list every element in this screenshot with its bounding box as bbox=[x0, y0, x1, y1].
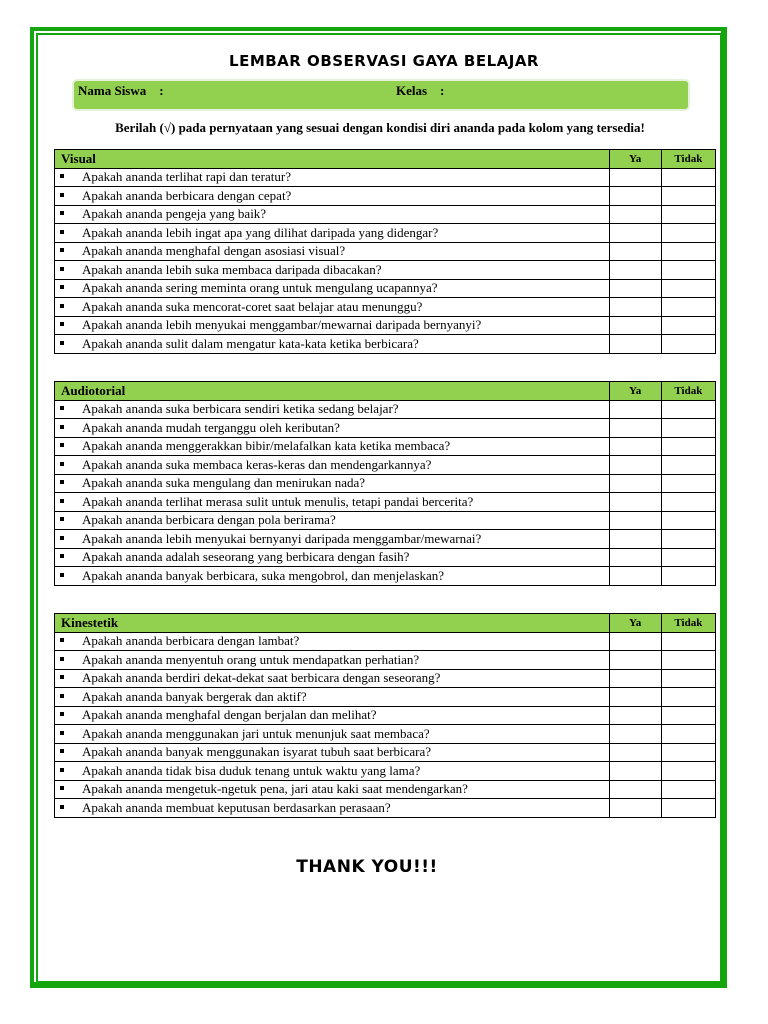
table-row bbox=[55, 279, 716, 298]
yes-checkbox-cell[interactable] bbox=[609, 279, 661, 298]
bullet-icon bbox=[60, 652, 68, 657]
question-cell bbox=[55, 168, 610, 187]
yes-checkbox-cell[interactable] bbox=[609, 168, 661, 187]
table-row bbox=[55, 205, 716, 224]
question-cell bbox=[55, 437, 610, 456]
no-checkbox-cell[interactable] bbox=[661, 242, 715, 261]
table-row bbox=[55, 669, 716, 688]
no-checkbox-cell[interactable] bbox=[661, 456, 715, 475]
no-checkbox-cell[interactable] bbox=[661, 224, 715, 243]
bullet-icon bbox=[60, 336, 68, 341]
question-text: Apakah ananda berbicara dengan pola berirama? bbox=[82, 512, 336, 528]
yes-checkbox-cell[interactable] bbox=[609, 205, 661, 224]
question-cell bbox=[55, 651, 610, 670]
bullet-icon bbox=[60, 188, 68, 193]
table-row bbox=[55, 168, 716, 187]
no-checkbox-cell[interactable] bbox=[661, 669, 715, 688]
table-row bbox=[55, 437, 716, 456]
question-text: Apakah ananda menyentuh orang untuk mendapatkan perhatian? bbox=[82, 651, 420, 667]
bullet-icon bbox=[60, 317, 68, 322]
no-checkbox-cell[interactable] bbox=[661, 279, 715, 298]
no-checkbox-cell[interactable] bbox=[661, 474, 715, 493]
question-cell bbox=[55, 493, 610, 512]
bullet-icon bbox=[60, 299, 68, 304]
question-cell bbox=[55, 205, 610, 224]
no-checkbox-cell[interactable] bbox=[661, 316, 715, 335]
table-row bbox=[55, 511, 716, 530]
yes-checkbox-cell[interactable] bbox=[609, 474, 661, 493]
no-checkbox-cell[interactable] bbox=[661, 400, 715, 419]
table-row bbox=[55, 187, 716, 206]
yes-checkbox-cell[interactable] bbox=[609, 419, 661, 438]
table-row bbox=[55, 725, 716, 744]
no-checkbox-cell[interactable] bbox=[661, 335, 715, 354]
section-title: Audiotorial bbox=[55, 382, 610, 401]
yes-checkbox-cell[interactable] bbox=[609, 706, 661, 725]
class-label: Kelas : bbox=[396, 83, 445, 98]
question-text: Apakah ananda berbicara dengan cepat? bbox=[82, 187, 292, 203]
bullet-icon bbox=[60, 549, 68, 554]
question-cell bbox=[55, 780, 610, 799]
bullet-icon bbox=[60, 744, 68, 749]
question-cell bbox=[55, 567, 610, 586]
question-text: Apakah ananda sering meminta orang untuk mengulang ucapannya? bbox=[82, 280, 438, 296]
bullet-icon bbox=[60, 689, 68, 694]
question-text: Apakah ananda berbicara dengan lambat? bbox=[82, 633, 300, 649]
question-text: Apakah ananda banyak menggunakan isyarat tubuh saat berbicara? bbox=[82, 744, 432, 760]
yes-checkbox-cell[interactable] bbox=[609, 224, 661, 243]
yes-checkbox-cell[interactable] bbox=[609, 261, 661, 280]
table-row bbox=[55, 242, 716, 261]
question-text: Apakah ananda menggunakan jari untuk menunjuk saat membaca? bbox=[82, 725, 430, 741]
table-row bbox=[55, 530, 716, 549]
question-text: Apakah ananda sulit dalam mengatur kata-kata ketika berbicara? bbox=[82, 335, 419, 351]
yes-checkbox-cell[interactable] bbox=[609, 242, 661, 261]
question-cell bbox=[55, 419, 610, 438]
bullet-icon bbox=[60, 420, 68, 425]
bullet-icon bbox=[60, 763, 68, 768]
bullet-icon bbox=[60, 633, 68, 638]
question-text: Apakah ananda suka berbicara sendiri ketika sedang belajar? bbox=[82, 401, 399, 417]
question-text: Apakah ananda menggerakkan bibir/melafalkan kata ketika membaca? bbox=[82, 438, 451, 454]
table-row bbox=[55, 632, 716, 651]
column-no-header: Tidak bbox=[661, 150, 715, 169]
question-cell bbox=[55, 762, 610, 781]
table-row bbox=[55, 743, 716, 762]
yes-checkbox-cell[interactable] bbox=[609, 688, 661, 707]
question-cell bbox=[55, 799, 610, 818]
yes-checkbox-cell[interactable] bbox=[609, 493, 661, 512]
question-cell bbox=[55, 279, 610, 298]
question-cell bbox=[55, 706, 610, 725]
question-text: Apakah ananda membuat keputusan berdasarkan perasaan? bbox=[82, 799, 391, 815]
bullet-icon bbox=[60, 800, 68, 805]
question-cell bbox=[55, 474, 610, 493]
no-checkbox-cell[interactable] bbox=[661, 205, 715, 224]
table-row bbox=[55, 493, 716, 512]
table-row bbox=[55, 419, 716, 438]
question-cell bbox=[55, 261, 610, 280]
question-cell bbox=[55, 335, 610, 354]
section-header-row bbox=[55, 150, 716, 169]
question-text: Apakah ananda lebih menyukai bernyanyi daripada menggambar/mewarnai? bbox=[82, 530, 482, 546]
column-no-header: Tidak bbox=[661, 614, 715, 633]
question-cell bbox=[55, 688, 610, 707]
question-cell bbox=[55, 669, 610, 688]
student-name-label: Nama Siswa : bbox=[78, 83, 164, 98]
bullet-icon bbox=[60, 243, 68, 248]
question-cell bbox=[55, 242, 610, 261]
section-header-row bbox=[55, 614, 716, 633]
bullet-icon bbox=[60, 512, 68, 517]
table-row bbox=[55, 456, 716, 475]
bullet-icon bbox=[60, 475, 68, 480]
table-row bbox=[55, 762, 716, 781]
yes-checkbox-cell[interactable] bbox=[609, 567, 661, 586]
no-checkbox-cell[interactable] bbox=[661, 437, 715, 456]
yes-checkbox-cell[interactable] bbox=[609, 743, 661, 762]
no-checkbox-cell[interactable] bbox=[661, 493, 715, 512]
table-row bbox=[55, 780, 716, 799]
section-title: Kinestetik bbox=[55, 614, 610, 633]
table-row bbox=[55, 474, 716, 493]
table-row bbox=[55, 706, 716, 725]
bullet-icon bbox=[60, 707, 68, 712]
yes-checkbox-cell[interactable] bbox=[609, 437, 661, 456]
page-title: LEMBAR OBSERVASI GAYA BELAJAR bbox=[229, 52, 539, 70]
no-checkbox-cell[interactable] bbox=[661, 725, 715, 744]
question-text: Apakah ananda lebih menyukai menggambar/mewarnai daripada bernyanyi? bbox=[82, 317, 482, 333]
closing-text: THANK YOU!!! bbox=[296, 857, 438, 877]
question-text: Apakah ananda banyak berbicara, suka mengobrol, dan menjelaskan? bbox=[82, 567, 445, 583]
yes-checkbox-cell[interactable] bbox=[609, 187, 661, 206]
table-row bbox=[55, 335, 716, 354]
table-row bbox=[55, 651, 716, 670]
no-checkbox-cell[interactable] bbox=[661, 632, 715, 651]
yes-checkbox-cell[interactable] bbox=[609, 316, 661, 335]
table-row bbox=[55, 400, 716, 419]
no-checkbox-cell[interactable] bbox=[661, 706, 715, 725]
no-checkbox-cell[interactable] bbox=[661, 743, 715, 762]
question-text: Apakah ananda banyak bergerak dan aktif? bbox=[82, 688, 307, 704]
question-text: Apakah ananda lebih suka membaca daripada dibacakan? bbox=[82, 261, 382, 277]
bullet-icon bbox=[60, 726, 68, 731]
question-cell bbox=[55, 456, 610, 475]
no-checkbox-cell[interactable] bbox=[661, 187, 715, 206]
question-text: Apakah ananda suka mengulang dan menirukan nada? bbox=[82, 475, 366, 491]
question-text: Apakah ananda mengetuk-ngetuk pena, jari atau kaki saat mendengarkan? bbox=[82, 781, 468, 797]
question-cell bbox=[55, 298, 610, 317]
question-text: Apakah ananda terlihat rapi dan teratur? bbox=[82, 169, 291, 185]
question-cell bbox=[55, 548, 610, 567]
question-text: Apakah ananda lebih ingat apa yang dilihat daripada yang didengar? bbox=[82, 224, 439, 240]
bullet-icon bbox=[60, 169, 68, 174]
question-text: Apakah ananda menghafal dengan asosiasi visual? bbox=[82, 243, 346, 259]
table-row bbox=[55, 261, 716, 280]
question-text: Apakah ananda pengeja yang baik? bbox=[82, 206, 267, 222]
yes-checkbox-cell[interactable] bbox=[609, 762, 661, 781]
table-row bbox=[55, 298, 716, 317]
question-text: Apakah ananda tidak bisa duduk tenang untuk waktu yang lama? bbox=[82, 762, 421, 778]
yes-checkbox-cell[interactable] bbox=[609, 298, 661, 317]
yes-checkbox-cell[interactable] bbox=[609, 632, 661, 651]
question-text: Apakah ananda adalah seseorang yang berbicara dengan fasih? bbox=[82, 549, 410, 565]
table-row bbox=[55, 316, 716, 335]
bullet-icon bbox=[60, 438, 68, 443]
bullet-icon bbox=[60, 670, 68, 675]
question-text: Apakah ananda mudah terganggu oleh keributan? bbox=[82, 419, 340, 435]
table-row bbox=[55, 567, 716, 586]
column-no-header: Tidak bbox=[661, 382, 715, 401]
no-checkbox-cell[interactable] bbox=[661, 419, 715, 438]
question-cell bbox=[55, 530, 610, 549]
question-cell bbox=[55, 632, 610, 651]
yes-checkbox-cell[interactable] bbox=[609, 799, 661, 818]
no-checkbox-cell[interactable] bbox=[661, 688, 715, 707]
yes-checkbox-cell[interactable] bbox=[609, 780, 661, 799]
no-checkbox-cell[interactable] bbox=[661, 261, 715, 280]
section-title: Visual bbox=[55, 150, 610, 169]
table-row bbox=[55, 688, 716, 707]
question-text: Apakah ananda suka mencorat-coret saat belajar atau menunggu? bbox=[82, 298, 423, 314]
section-header-row bbox=[55, 382, 716, 401]
no-checkbox-cell[interactable] bbox=[661, 762, 715, 781]
yes-checkbox-cell[interactable] bbox=[609, 335, 661, 354]
bullet-icon bbox=[60, 225, 68, 230]
section-table-kinestetik bbox=[54, 613, 716, 818]
yes-checkbox-cell[interactable] bbox=[609, 456, 661, 475]
instruction-text: Berilah (√) pada pernyataan yang sesuai dengan kondisi diri ananda pada kolom yang tersedia! bbox=[115, 120, 645, 135]
column-yes-header: Ya bbox=[609, 150, 661, 169]
student-info-bar bbox=[74, 81, 688, 109]
bullet-icon bbox=[60, 531, 68, 536]
bullet-icon bbox=[60, 494, 68, 499]
bullet-icon bbox=[60, 280, 68, 285]
section-table-audiotorial bbox=[54, 381, 716, 586]
yes-checkbox-cell[interactable] bbox=[609, 651, 661, 670]
question-text: Apakah ananda suka membaca keras-keras dan mendengarkannya? bbox=[82, 456, 432, 472]
yes-checkbox-cell[interactable] bbox=[609, 725, 661, 744]
yes-checkbox-cell[interactable] bbox=[609, 400, 661, 419]
yes-checkbox-cell[interactable] bbox=[609, 669, 661, 688]
bullet-icon bbox=[60, 568, 68, 573]
bullet-icon bbox=[60, 781, 68, 786]
no-checkbox-cell[interactable] bbox=[661, 511, 715, 530]
question-cell bbox=[55, 400, 610, 419]
table-row bbox=[55, 224, 716, 243]
table-row bbox=[55, 799, 716, 818]
question-cell bbox=[55, 725, 610, 744]
no-checkbox-cell[interactable] bbox=[661, 298, 715, 317]
question-cell bbox=[55, 316, 610, 335]
no-checkbox-cell[interactable] bbox=[661, 799, 715, 818]
question-cell bbox=[55, 224, 610, 243]
column-yes-header: Ya bbox=[609, 382, 661, 401]
no-checkbox-cell[interactable] bbox=[661, 168, 715, 187]
no-checkbox-cell[interactable] bbox=[661, 548, 715, 567]
column-yes-header: Ya bbox=[609, 614, 661, 633]
no-checkbox-cell[interactable] bbox=[661, 530, 715, 549]
no-checkbox-cell[interactable] bbox=[661, 651, 715, 670]
bullet-icon bbox=[60, 401, 68, 406]
question-text: Apakah ananda menghafal dengan berjalan dan melihat? bbox=[82, 707, 377, 723]
question-cell bbox=[55, 511, 610, 530]
section-table-visual bbox=[54, 149, 716, 354]
question-cell bbox=[55, 187, 610, 206]
question-text: Apakah ananda berdiri dekat-dekat saat berbicara dengan seseorang? bbox=[82, 670, 441, 686]
bullet-icon bbox=[60, 262, 68, 267]
bullet-icon bbox=[60, 457, 68, 462]
no-checkbox-cell[interactable] bbox=[661, 567, 715, 586]
yes-checkbox-cell[interactable] bbox=[609, 511, 661, 530]
yes-checkbox-cell[interactable] bbox=[609, 530, 661, 549]
question-text: Apakah ananda terlihat merasa sulit untuk menulis, tetapi pandai bercerita? bbox=[82, 493, 474, 509]
yes-checkbox-cell[interactable] bbox=[609, 548, 661, 567]
bullet-icon bbox=[60, 206, 68, 211]
question-cell bbox=[55, 743, 610, 762]
no-checkbox-cell[interactable] bbox=[661, 780, 715, 799]
table-row bbox=[55, 548, 716, 567]
